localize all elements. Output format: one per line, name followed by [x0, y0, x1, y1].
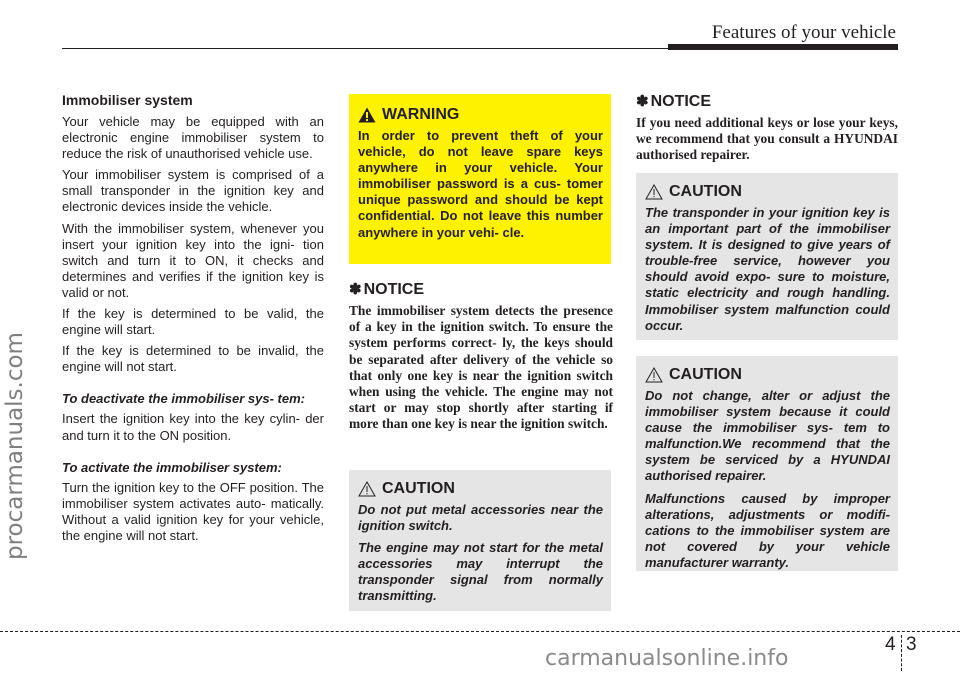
caution-text: Do not change, alter or adjust the immobiliser system because it could cause the immobiliser sys- tem to malfunction.We recommend that the system be serviced by a HYUNDAI authorised repairer. [645, 388, 890, 484]
caution-box-alter [636, 356, 898, 571]
footer-dashed-rule [0, 631, 960, 632]
warning-title: WARNING [382, 106, 460, 123]
caution-triangle-icon [358, 481, 376, 497]
notice-text: The immobiliser system detects the presence of a key in the ignition switch. To ensure the system performs correct- ly, the keys should be separated after delivery of the vehicle so that only one key is near the ignition switch when using the vehicle. The engine may not start or may stop shortly after starting if more than one key is near the ignition switch. [349, 303, 613, 432]
caution-title: CAUTION [669, 366, 742, 383]
deactivate-heading: To deactivate the immobiliser sys- tem: [62, 391, 305, 407]
header-title: Features of your vehicle [711, 22, 896, 43]
caution-triangle-icon [645, 184, 663, 200]
paragraph: If the key is determined to be valid, the engine will start. [62, 306, 324, 338]
page-number: 3 [906, 634, 917, 655]
footer-watermark: carmanualsonline.info [545, 646, 789, 671]
deactivate-text: Insert the ignition key into the key cylin- der and turn it to the ON position. [62, 411, 324, 443]
header-bar [668, 44, 898, 50]
warning-triangle-icon [358, 107, 376, 123]
caution-text: The engine may not start for the metal accessories may interrupt the transponder signal from normally transmitting. [358, 540, 603, 604]
caution-box-metal [349, 470, 611, 611]
caution-title: CAUTION [669, 183, 742, 200]
caution-text: Do not put metal accessories near the ignition switch. [358, 502, 603, 534]
caution-text: Malfunctions caused by improper alterations, adjustments or modifi- cations to the immobiliser system are not covered by your vehicle manufacturer warranty. [645, 490, 890, 570]
paragraph: Your immobiliser system is comprised of a small transponder in the ignition key and electronic devices inside the vehicle. [62, 167, 324, 215]
caution-title: CAUTION [382, 480, 455, 497]
warning-text: In order to prevent theft of your vehicle, do not leave spare keys anywhere in your vehicle. Your immobiliser password is a cus- tomer unique password and should be kept confidential. Do not leave this number anywhere in your vehi- cle. [358, 128, 603, 240]
notice-star-icon: ✽ [349, 281, 362, 298]
paragraph: Your vehicle may be equipped with an electronic engine immobiliser system to reduce the risk of unauthorised vehicle use. [62, 114, 324, 162]
side-watermark-text: procarmanuals.com [2, 332, 28, 560]
side-watermark [2, 90, 42, 560]
warning-box [349, 94, 611, 264]
notice-title: NOTICE [363, 281, 425, 298]
page-number-separator [901, 635, 902, 671]
chapter-number: 4 [885, 634, 896, 655]
paragraph: If the key is determined to be invalid, the engine will not start. [62, 343, 324, 375]
section-heading: Immobiliser system [62, 92, 193, 108]
caution-triangle-icon [645, 367, 663, 383]
notice-star-icon: ✽ [636, 93, 649, 110]
notice-title: NOTICE [650, 93, 712, 110]
activate-text: Turn the ignition key to the OFF position. The immobiliser system activates auto- matically. Without a valid ignition key for your vehicle, the engine will not start. [62, 479, 324, 543]
caution-text: The transponder in your ignition key is an important part of the immobiliser system. It is designed to give years of trouble-free service, however you should avoid expo- sure to moisture, static electricity and rough handling. Immobiliser system malfunction could occur. [645, 205, 890, 333]
left-column [62, 92, 324, 549]
activate-heading: To activate the immobiliser system: [62, 459, 282, 475]
paragraph: With the immobiliser system, whenever you insert your ignition key into the igni- tion switch and turn it to ON, it checks and determines and verifies if the ignition key is valid or not. [62, 220, 324, 300]
notice-ignition [349, 280, 613, 433]
notice-keys [636, 92, 898, 164]
caution-box-transponder [636, 173, 898, 340]
notice-text: If you need additional keys or lose your keys, we recommend that you consult a HYUNDAI authorised repairer. [636, 115, 898, 163]
